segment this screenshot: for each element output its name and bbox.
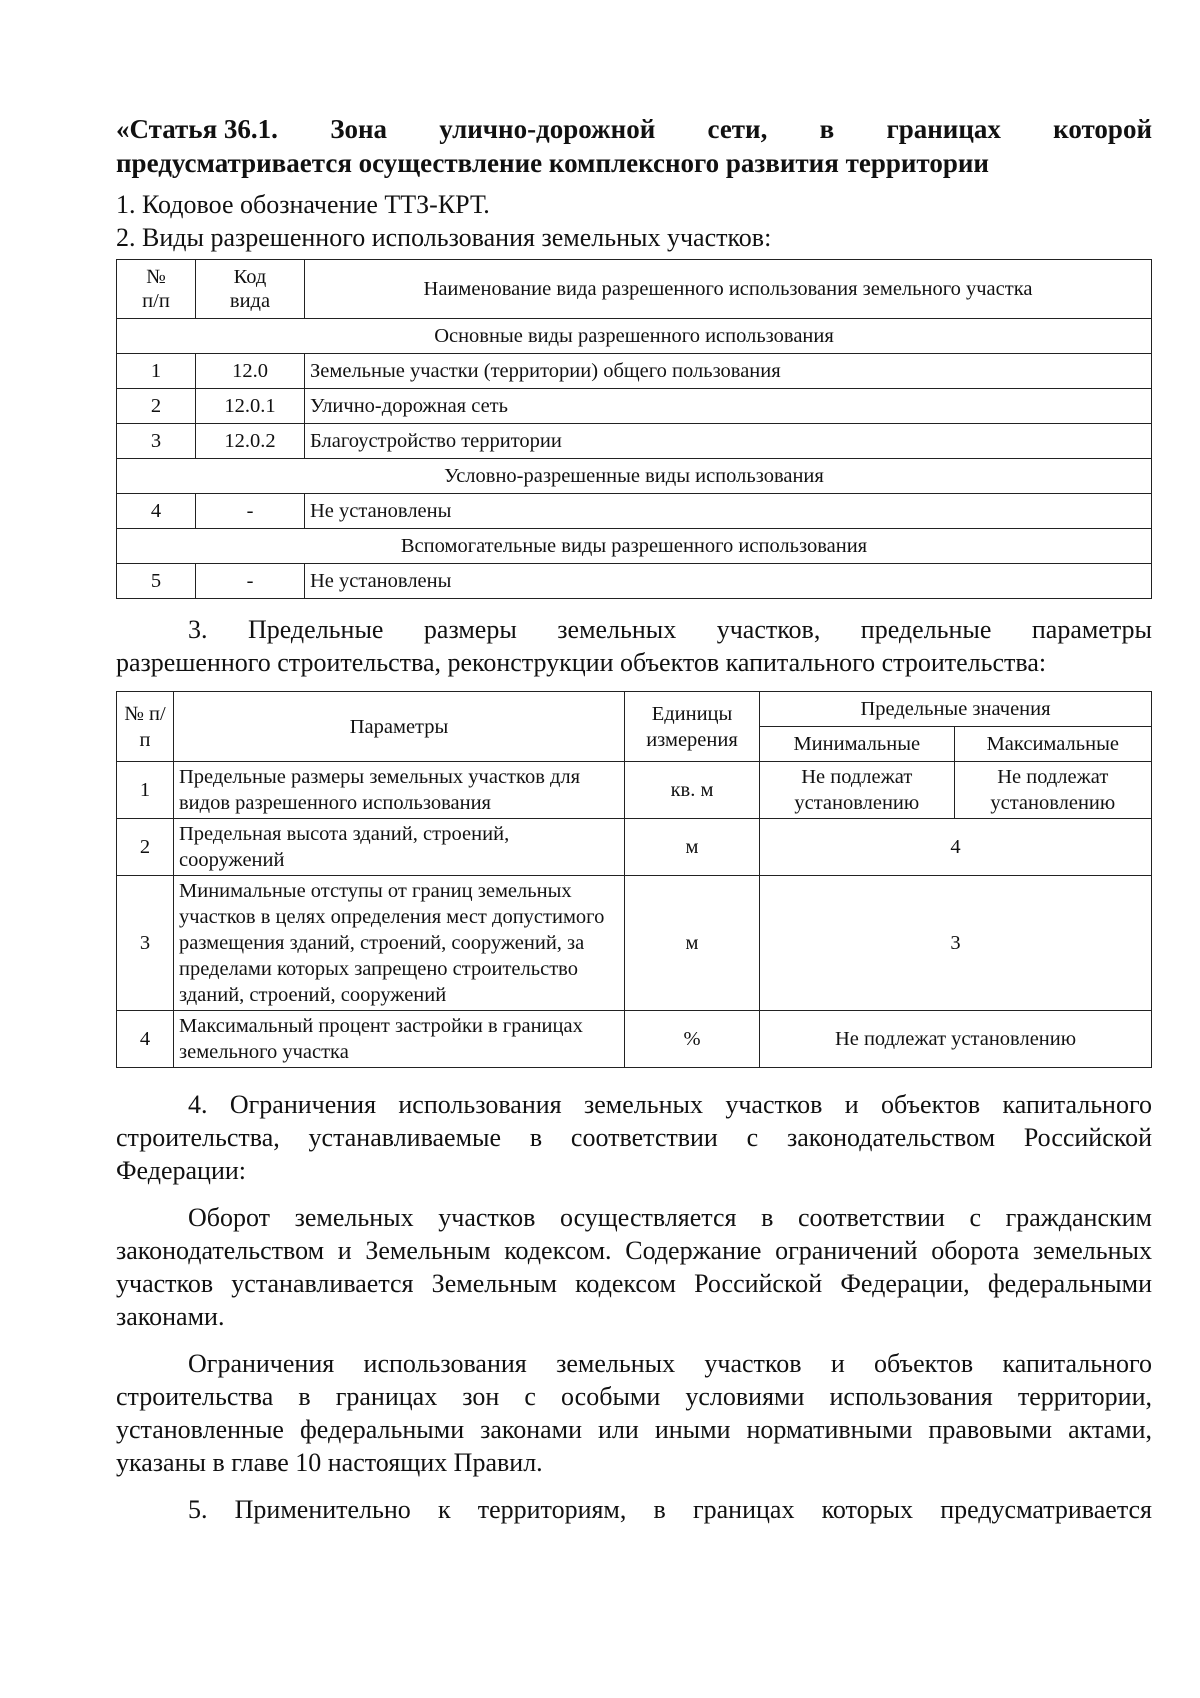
cell-use-name: Улично-дорожная сеть <box>305 389 1152 424</box>
cell-code: 12.0.1 <box>196 389 305 424</box>
table-row <box>117 762 1152 819</box>
header-maximum: Максимальные <box>954 727 1151 762</box>
cell-limit-value: 4 <box>760 819 1152 876</box>
cell-unit: м <box>625 819 760 876</box>
cell-unit: % <box>625 1011 760 1068</box>
article-heading <box>116 112 1152 180</box>
table-row <box>117 819 1152 876</box>
cell-number: 5 <box>117 564 196 599</box>
item-restrictions: 4. Ограничения использования земельных участков и объектов капитального строительства, устанавливаемые в соответствии с законодательством Российской Федерации: <box>116 1090 1152 1185</box>
item-code-designation: 1. Кодовое обозначение ТТЗ-КРТ. <box>116 190 490 219</box>
header-number: № п/п <box>117 692 174 762</box>
header-units: Единицы измерения <box>625 692 760 762</box>
heading-word: сети, <box>707 114 768 144</box>
cell-number: 3 <box>117 876 174 1011</box>
cell-limit-value: Не подлежат установлению <box>760 1011 1152 1068</box>
table-row <box>117 494 1152 529</box>
item-limit-sizes-line1: 3. Предельные размеры земельных участков, предельные параметры <box>188 615 1152 644</box>
header-parameters: Параметры <box>174 692 625 762</box>
cell-number: 2 <box>117 389 196 424</box>
cell-unit: кв. м <box>625 762 760 819</box>
article-heading-line2: предусматривается осуществление комплексного развития территории <box>116 148 989 178</box>
section-main-uses: Основные виды разрешенного использования <box>117 319 1152 354</box>
paragraph-land-turnover: Оборот земельных участков осуществляется в соответствии с гражданским законодательством и Земельным кодексом. Содержание ограничений оборота земельных участков устанавливается Земельным кодексом Российской Федерации, федеральными законами. <box>116 1203 1152 1331</box>
table-row <box>117 876 1152 1011</box>
header-code: Код вида <box>196 260 305 319</box>
cell-maximum: Не подлежат установлению <box>954 762 1151 819</box>
heading-word: улично-дорожной <box>439 114 656 144</box>
section-conditional-uses: Условно-разрешенные виды использования <box>117 459 1152 494</box>
article-heading-line1 <box>116 112 1152 146</box>
table-header-row <box>117 260 1152 319</box>
table-row <box>117 389 1152 424</box>
item-limit-sizes-line2: разрешенного строительства, реконструкции объектов капитального строительства: <box>116 648 1047 677</box>
header-limit-values: Предельные значения <box>760 692 1152 727</box>
paragraph-zone-restrictions: Ограничения использования земельных участков и объектов капитального строительства в границах зон с особыми условиями использования территории, установленные федеральными законами или иными нормативными правовыми актами, указаны в главе 10 настоящих Правил. <box>116 1349 1152 1477</box>
heading-word: Зона <box>330 114 387 144</box>
cell-number: 2 <box>117 819 174 876</box>
cell-use-name: Благоустройство территории <box>305 424 1152 459</box>
header-number: № п/п <box>117 260 196 319</box>
table-row <box>117 564 1152 599</box>
cell-parameter: Минимальные отступы от границ земельных участков в целях определения мест допустимого размещения зданий, строений, сооружений, за пределами которых запрещено строительство зданий, строений, сооружений <box>174 876 625 1011</box>
header-use-name: Наименование вида разрешенного использования земельного участка <box>305 260 1152 319</box>
parameters-table <box>116 691 1152 1068</box>
cell-number: 3 <box>117 424 196 459</box>
cell-limit-value: 3 <box>760 876 1152 1011</box>
cell-number: 1 <box>117 762 174 819</box>
cell-use-name: Земельные участки (территории) общего пользования <box>305 354 1152 389</box>
section-auxiliary-uses: Вспомогательные виды разрешенного использования <box>117 529 1152 564</box>
table-header-row <box>117 692 1152 727</box>
item-permitted-uses: 2. Виды разрешенного использования земельных участков: <box>116 223 772 252</box>
heading-word: которой <box>1053 114 1152 144</box>
table-row <box>117 354 1152 389</box>
cell-parameter: Предельная высота зданий, строений, сооружений <box>174 819 625 876</box>
cell-unit: м <box>625 876 760 1011</box>
document-page <box>116 112 1152 1526</box>
cell-number: 1 <box>117 354 196 389</box>
cell-use-name: Не установлены <box>305 564 1152 599</box>
heading-word: границах <box>886 114 1001 144</box>
permitted-uses-table <box>116 259 1152 599</box>
cell-minimum: Не подлежат установлению <box>760 762 955 819</box>
cell-parameter: Максимальный процент застройки в границах земельного участка <box>174 1011 625 1068</box>
section-row <box>117 529 1152 564</box>
header-minimum: Минимальные <box>760 727 955 762</box>
cell-code: - <box>196 494 305 529</box>
table-row <box>117 424 1152 459</box>
cell-parameter: Предельные размеры земельных участков для видов разрешенного использования <box>174 762 625 819</box>
cell-number: 4 <box>117 1011 174 1068</box>
cell-use-name: Не установлены <box>305 494 1152 529</box>
item-territories-start: 5. Применительно к территориям, в границах которых предусматривается <box>188 1495 1152 1524</box>
section-row <box>117 319 1152 354</box>
cell-code: 12.0 <box>196 354 305 389</box>
section-row <box>117 459 1152 494</box>
cell-code: - <box>196 564 305 599</box>
heading-word: «Статья 36.1. <box>116 114 278 144</box>
cell-code: 12.0.2 <box>196 424 305 459</box>
heading-word: в <box>819 114 835 144</box>
cell-number: 4 <box>117 494 196 529</box>
table-row <box>117 1011 1152 1068</box>
